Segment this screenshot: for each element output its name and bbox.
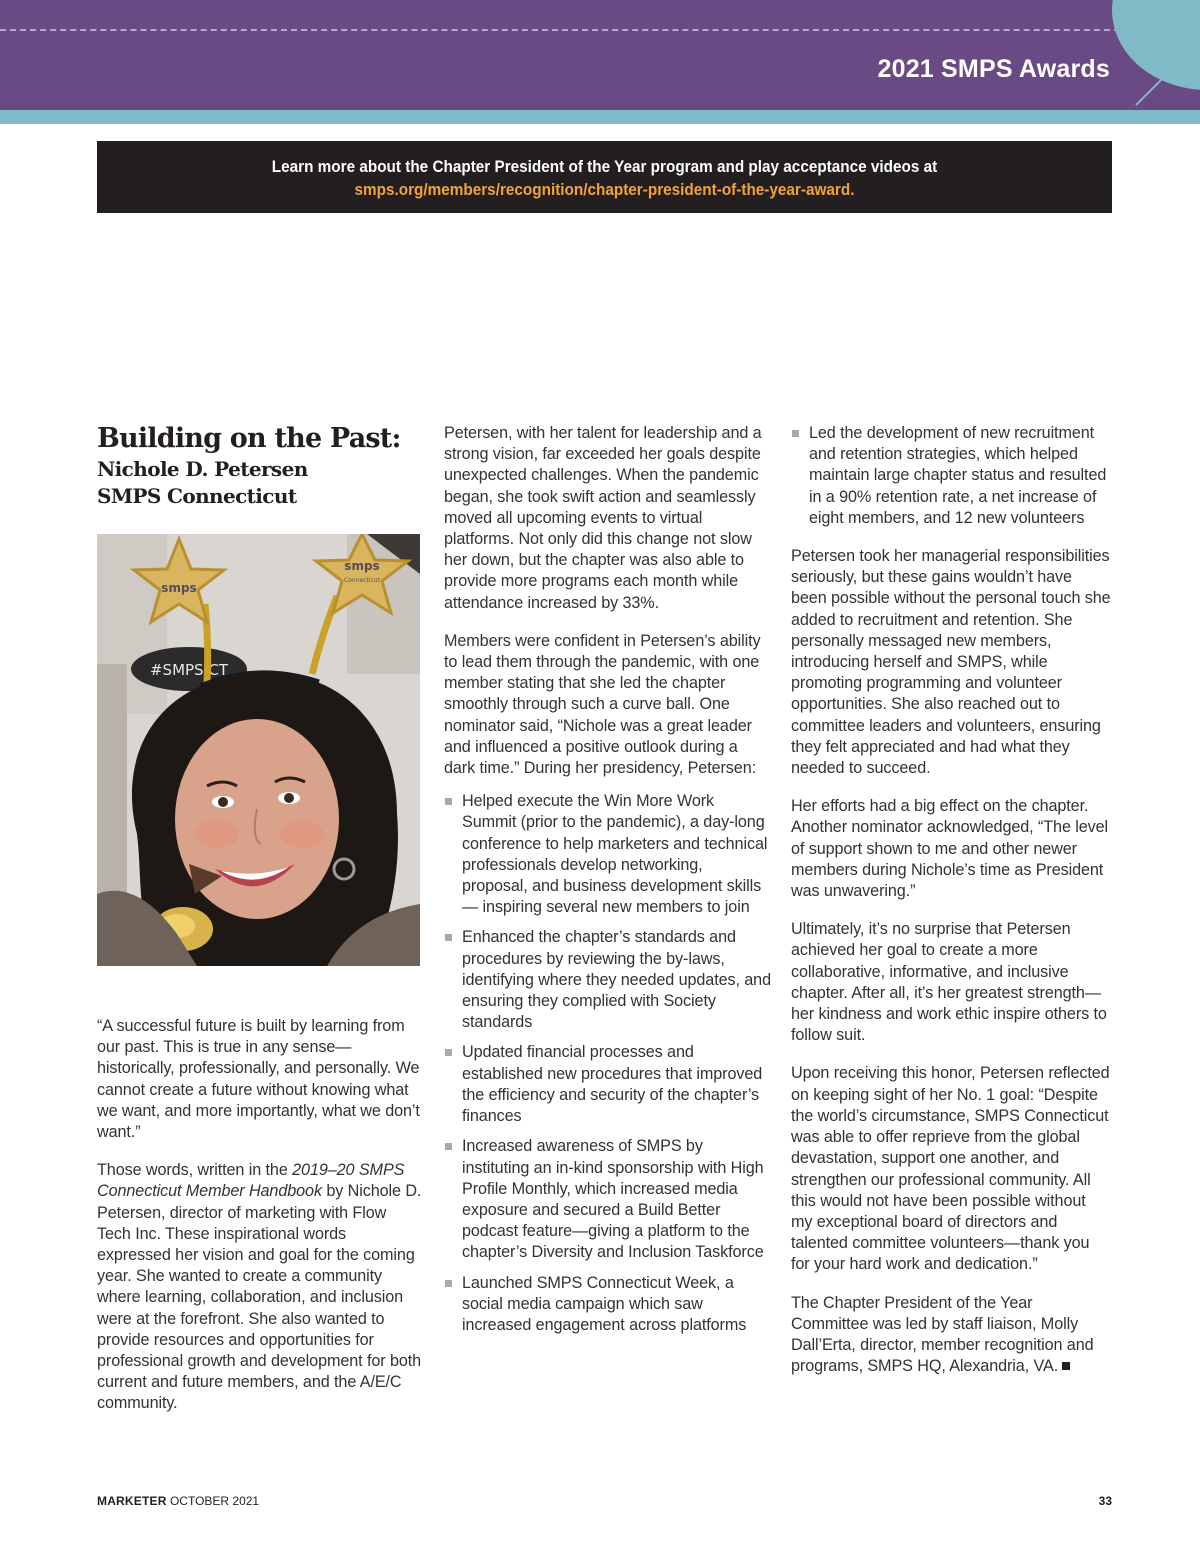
- paragraph: Her efforts had a big effect on the chapter. Another nominator acknowledged, “The level of support shown to me and other newer members during Nichole’s time as President was unwavering.”: [791, 797, 1109, 901]
- page-number: 33: [1098, 1494, 1112, 1508]
- list-item: Launched SMPS Connecticut Week, a social media campaign which saw increased engagement across platforms: [444, 1273, 771, 1337]
- article-subtitle-chapter: SMPS Connecticut: [97, 484, 297, 508]
- text-run: Those words, written in the: [97, 1161, 293, 1180]
- banner-text: Learn more about the Chapter President of the Year program and play acceptance videos at: [271, 157, 938, 176]
- star-sublabel: Connecticut: [344, 577, 380, 584]
- portrait-photo: [97, 534, 420, 966]
- paragraph: Petersen took her managerial responsibilities seriously, but these gains wouldn’t have been possible without the personal touch she added to recruitment and retention. She personally messaged new members, introducing herself and SMPS, while promoting programming and volunteer opportunities. She also reached out to committee leaders and volunteers, ensuring they felt appreciated and had what they needed to succeed.: [791, 547, 1111, 778]
- achievements-list: [444, 791, 771, 1336]
- header-dashed-rule: [0, 29, 1140, 31]
- header-band: [0, 0, 1200, 110]
- text-run: by Nichole D. Petersen, director of marketing with Flow Tech Inc. These inspirational words expressed her vision and goal for the coming year. She wanted to create a community where learning, collaboration, and inclusion were at the forefront. She also wanted to provide resources and opportunities for professional growth and development for both current and future members, and the A/E/C community.: [97, 1182, 422, 1413]
- paragraph: [97, 1160, 422, 1414]
- list-item: Led the development of new recruitment and retention strategies, which helped maintain large chapter status and resulted in a 90% retention rate, a net increase of eight members, and 12 new volunteers: [791, 423, 1111, 529]
- list-item: Increased awareness of SMPS by instituting an in-kind sponsorship with High Profile Monthly, which increased media exposure and secured a Build Better podcast feature—giving a platform to the chapter’s Diversity and Inclusion Taskforce: [444, 1136, 771, 1263]
- handbook-title: 2019–20 SMPS Connecticut Member Handbook: [97, 1161, 405, 1201]
- text-column-1: [97, 1016, 422, 1432]
- article-subtitle-name: Nichole D. Petersen: [97, 457, 308, 481]
- portrait-illustration: [97, 534, 420, 966]
- closing-paragraph: The Chapter President of the Year Committee was led by staff liaison, Molly Dall’Erta, director, member recognition and programs, SMPS HQ, Alexandria, VA.: [791, 1293, 1094, 1376]
- section-title: 2021 SMPS Awards: [877, 55, 1110, 83]
- footer-issue: [97, 1494, 259, 1508]
- banner-link[interactable]: smps.org/members/recognition/chapter-president-of-the-year-award.: [354, 180, 855, 199]
- paragraph: Members were confident in Petersen’s ability to lead them through the pandemic, with one member stating that she led the chapter smoothly through such a curve ball. One nominator said, “Nichole was a great leader and influenced a positive outlook during a dark time.” During her presidency, Petersen:: [444, 631, 761, 778]
- opening-quote: “A successful future is built by learning from our past. This is true in any sense—historically, professionally, and personally. We cannot create a future without knowing what we want, and more importantly, what we don’t want.”: [97, 1017, 420, 1142]
- issue-date: OCTOBER 2021: [169, 1494, 260, 1508]
- paragraph: Petersen, with her talent for leadership and a strong vision, far exceeded her goals despite unexpected challenges. When the pandemic began, she took swift action and seamlessly moved all upcoming events to virtual platforms. Not only did this change not slow her down, but the chapter was also able to provide more programs each month while attendance increased by 33%.: [444, 424, 762, 612]
- star-label: smps: [161, 581, 197, 595]
- teal-stripe: [0, 110, 1200, 124]
- magazine-name: MARKETER: [97, 1494, 167, 1508]
- header-circle-decoration: [1112, 0, 1200, 90]
- text-column-3: [791, 423, 1111, 1394]
- paragraph: Ultimately, it’s no surprise that Petersen achieved her goal to create a more collaborative, informative, and inclusive chapter. After all, it’s her greatest strength—her kindness and work ethic inspire others to follow suit.: [791, 920, 1107, 1045]
- end-mark-icon: [1062, 1362, 1070, 1370]
- info-banner: [97, 141, 1112, 213]
- list-item: Helped execute the Win More Work Summit (prior to the pandemic), a day-long conference to help marketers and technical professionals develop networking, proposal, and business development skills— inspiring several new members to join: [444, 791, 771, 918]
- article-title: Building on the Past:: [97, 423, 401, 454]
- text-column-2: [444, 423, 771, 1353]
- list-item: Updated financial processes and established new procedures that improved the efficiency and security of the chapter’s finances: [444, 1042, 771, 1127]
- star-label: smps: [344, 559, 380, 573]
- article-title-block: [97, 422, 427, 510]
- list-item: Enhanced the chapter’s standards and procedures by reviewing the by-laws, identifying where they needed updates, and ensuring they complied with Society standards: [444, 927, 771, 1033]
- achievements-list-continued: [791, 423, 1111, 529]
- sign-text: #SMPS CT: [149, 661, 229, 679]
- paragraph: [791, 1293, 1111, 1378]
- paragraph: Upon receiving this honor, Petersen reflected on keeping sight of her No. 1 goal: “Despite the world’s circumstance, SMPS Connecticut was able to offer reprieve from the global devastation, support one another, and strengthen our professional community. All this would not have been possible without my exceptional board of directors and talented committee volunteers—thank you for your hard work and dedication.”: [791, 1064, 1110, 1274]
